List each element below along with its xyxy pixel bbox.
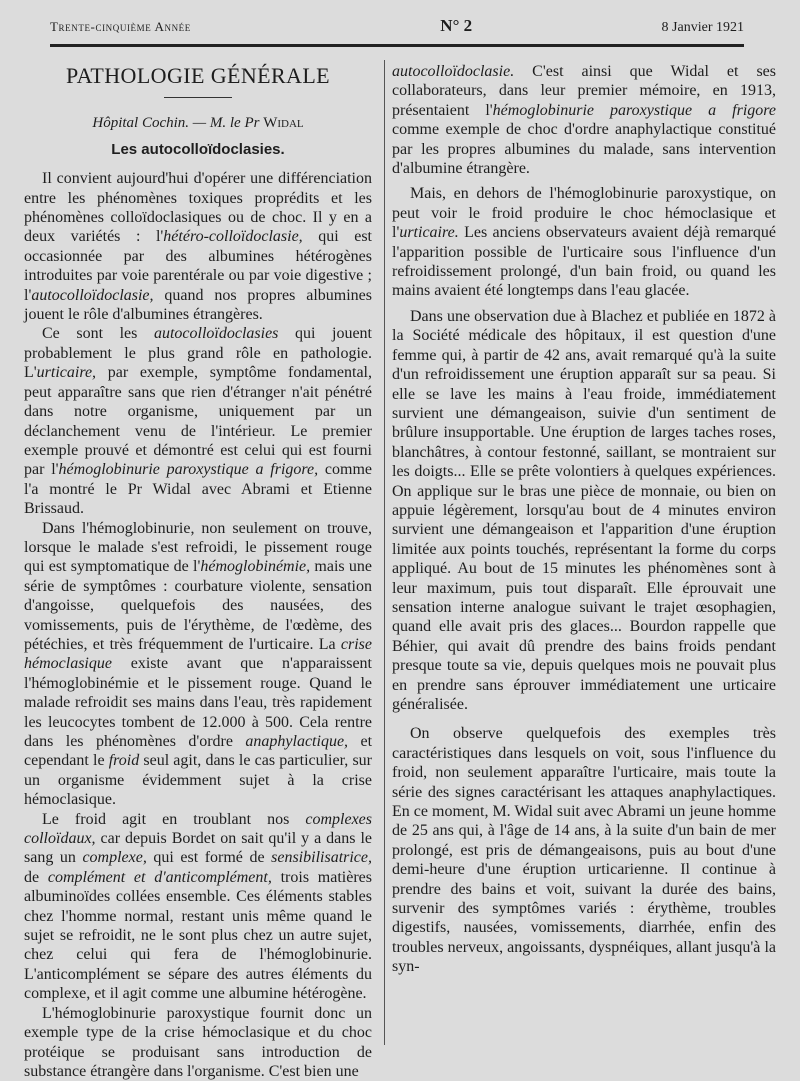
paragraph-8: On observe quelquefois des exemples très caractéristiques dans lesquels on voit, sous l'influence du froid, non seulement apparaître l'urticaire, mais toute la série des signes caractérisant les attaques anaphylactiques. En ce moment, M. Widal suit avec Abrami un jeune homme de 25 ans qui, à l'âge de 14 ans, à la suite d'un bain de mer prolongé, est pris de démangeaisons, puis au bout d'une demi-heure d'une éruption urticarienne. Il continue à prendre des bains et voit, suivant la durée des bains, survenir des symptômes variés : érythème, troubles digestifs, nausées, vomissements, diarrhée, enfin des troubles nerveux, angoissants, dyspnéiques, allant jusqu'à la syn- bbox=[392, 725, 776, 976]
paragraph-7: Dans une observation due à Blachez et publiée en 1872 à la Société médicale des hôpitaux, il est question d'une femme qui, à partir de 42 ans, avait remarqué qu'à la suite d'un refroidissement une éruption apparaît sur sa peau. Si elle se lave les mains à l'eau froide, immédiatement survient une démangeaison, suivie d'un sentiment de brûlure insupportable. Une éruption de larges taches roses, blanchâtres, à contour festonné, saillant, se montraient sur les doigts... Elle se prête volontiers à quelques expériences. On applique sur le bras une pièce de monnaie, ou bien on appuie légèrement, lorsqu'au bout de 4 minutes environ survient une démangeaison et l'apparition d'une éruption limitée aux points touchés, représentant la forme du corps appliqué. Au bout de 15 minutes les phénomènes sont à leur maximum, puis tout disparaît. Elle éprouvait une sensation interne analogue suivant le trajet œsophagien, quand elle avait pris des glaces... Bourdon rappelle que Béhier, qui avait dû prendre des bains froids pendant presque toute sa vie, depuis quelques mois ne pouvait plus en prendre sans éprouver immédiatement une urticaire généralisée. bbox=[392, 307, 776, 713]
paragraph-5: L'hémoglobinurie paroxystique fournit donc un exemple type de la crise hémoclasique et du choc protéique se produisant sans introduction de substance étrangère dans l'organisme. C'est bien une bbox=[24, 1004, 372, 1080]
byline-hospital: Hôpital Cochin. — M. le bbox=[92, 115, 241, 132]
issue-number: N° 2 bbox=[440, 16, 473, 35]
paragraph-3: Dans l'hémoglobinurie, non seulement on trouve, lorsque le malade s'est refroidi, le pissement rouge qui est symptomatique de l'hémoglobinémie, mais une série de symptômes : courbature violente, sensation d'angoisse, quelquefois des nausées, des vomissements, puis de l'érythème, de l'œdème, des pétéchies, et très fréquemment de l'urticaire. La crise hémoclasique existe avant que n'apparaissent l'hémoglobinémie et le pissement rouge. Quand le malade refroidit ses mains dans l'eau, très rapidement les leucocytes tombent de 12.000 à 500. Cela rentre dans les phénomènes d'ordre anaphylactique, et cependant le froid seul agit, dans le cas particulier, sur un organisme évidemment sujet à la crise hémoclasique. bbox=[24, 519, 373, 809]
paragraph-2: Ce sont les autocolloïdoclasies qui jouent probablement le plus grand rôle en pathologie. L'urticaire, par exemple, symptôme fondamental, peut apparaître sans que rien d'étranger n'ait pénétré dans notre organisme, uniquement par un déclanchement venu de l'intérieur. Le premier exemple prouvé et démontré est celui qui est fourni par l'hémoglobinurie paroxystique a frigore, comme l'a montré le Pr Widal avec Abrami et Etienne Brissaud. bbox=[24, 325, 373, 518]
article-subtitle: Les autocolloïdoclasies. bbox=[111, 140, 285, 158]
column-divider bbox=[384, 60, 385, 1045]
byline-prof: Pr bbox=[244, 115, 260, 132]
paragraph-6: Mais, en dehors de l'hémoglobinurie paroxystique, on peut voir le froid produire le choc hémoclasique et l'urticaire. Les anciens observateurs avaient déjà remarqué l'apparition possible de l'urticaire sous l'influence d'un refroidissement prolongé, d'un bain froid, ou quand les mains avaient été longtemps dans l'eau glacée. bbox=[392, 185, 776, 300]
page-header bbox=[50, 16, 744, 40]
right-column bbox=[392, 62, 776, 977]
paragraph-1: Il convient aujourd'hui d'opérer une différenciation entre les phénomènes toxiques proprédits et les phénomènes colloïdoclasiques ou de choc. Il y en a deux variétés : l'hétéro-colloïdoclasie, qui est occasionnée par des albumines hétérogènes introduites par voie parentérale ou par voie digestive ; l'autocolloïdoclasie, quand nos propres albumines jouent le rôle d'albumines étrangères. bbox=[24, 170, 373, 324]
paragraph-5-continued: autocolloïdoclasie. C'est ainsi que Widal et ses collaborateurs, dans leur premier mémoire, en 1913, présentaient l'hémoglobinurie paroxystique a frigore comme exemple de choc d'ordre anaphylactique constitué par les propres albumines du malade, sans intervention d'albumine étrangère. bbox=[392, 63, 777, 178]
paragraph-4: Le froid agit en troublant nos complexes colloïdaux, car depuis Bordet on sait qu'il y a dans le sang un complexe, qui est formé de sensibilisatrice, de complément et d'anticomplément, trois matières albuminoïdes collées ensemble. Ces éléments stables chez l'homme normal, restant unis même quand le sujet se refroidit, ne le sont plus chez un autre sujet, chez celui qui fera de l'hémoglobinurie. L'anticomplément se sépare des autres éléments du complexe, et il agit comme une albumine hétérogène. bbox=[24, 810, 373, 1003]
issue-date: 8 Janvier 1921 bbox=[661, 20, 744, 35]
header-rule bbox=[50, 44, 744, 47]
volume-label: Trente-cinquième Année bbox=[50, 19, 191, 34]
byline bbox=[24, 114, 372, 133]
left-column bbox=[24, 60, 372, 1081]
section-title: PATHOLOGIE GÉNÉRALE bbox=[65, 63, 331, 88]
byline-name: Widal bbox=[263, 115, 304, 132]
title-rule bbox=[164, 97, 232, 98]
